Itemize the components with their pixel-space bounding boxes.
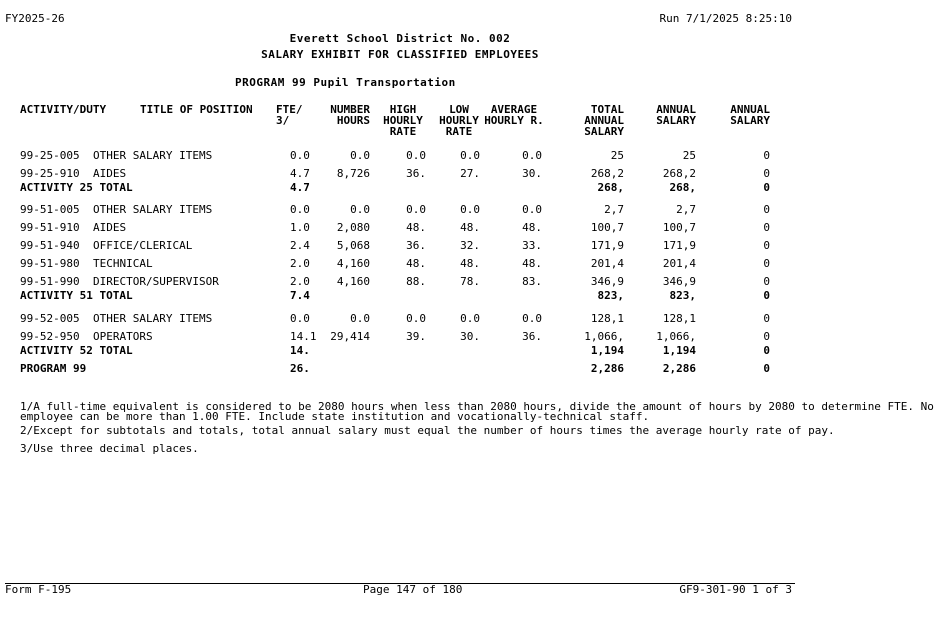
total-row	[0, 181, 800, 195]
note-1a: 1/A full-time equivalent is considered to be 2080 hours when less than 2080 hours, divide the amount of hours by 2080 to determine FTE. No	[20, 400, 934, 413]
title-cell: OTHER SALARY ITEMS	[93, 149, 213, 162]
low-rate-cell: 48.	[460, 221, 480, 234]
low-rate-cell: 0.0	[460, 149, 480, 162]
annual-salary-2-cell: 0	[763, 239, 770, 252]
footer-form: Form F-195	[5, 583, 72, 596]
activity-cell: ACTIVITY 25 TOTAL	[20, 181, 133, 194]
fte-cell: 1.0	[290, 221, 310, 234]
footer-page: Page 147 of 180	[363, 583, 463, 596]
activity-cell: 99-51-940	[20, 239, 80, 252]
total-salary-cell: 823,	[597, 289, 624, 302]
table-row	[0, 312, 800, 326]
annual-salary-cell: 201,4	[662, 257, 696, 270]
total-salary-cell: 2,286	[590, 362, 624, 375]
table-row	[0, 257, 800, 271]
activity-cell: 99-25-910	[20, 167, 80, 180]
note-3: 3/Use three decimal places.	[20, 442, 199, 455]
total-salary-cell: 100,7	[590, 221, 624, 234]
low-rate-cell: 32.	[460, 239, 480, 252]
activity-cell: 99-25-005	[20, 149, 80, 162]
annual-salary-cell: 268,	[669, 181, 696, 194]
annual-salary-cell: 1,066,	[656, 330, 696, 343]
col-fte: FTE/ 3/	[276, 103, 303, 127]
low-rate-cell: 27.	[460, 167, 480, 180]
total-salary-cell: 25	[610, 149, 624, 162]
avg-rate-cell: 33.	[522, 239, 542, 252]
hours-cell: 4,160	[336, 275, 370, 288]
title-cell: OPERATORS	[93, 330, 153, 343]
annual-salary-2-cell: 0	[763, 257, 770, 270]
annual-salary-2-cell: 0	[763, 149, 770, 162]
annual-salary-2-cell: 0	[763, 344, 770, 357]
total-salary-cell: 1,066,	[584, 330, 624, 343]
avg-rate-cell: 48.	[522, 257, 542, 270]
total-row	[0, 344, 800, 358]
total-salary-cell: 346,9	[590, 275, 624, 288]
col-avg-rate: AVERAGE HOURLY R.	[484, 103, 544, 127]
fte-cell: 4.7	[290, 167, 310, 180]
annual-salary-cell: 823,	[669, 289, 696, 302]
low-rate-cell: 78.	[460, 275, 480, 288]
table-row	[0, 167, 800, 181]
high-rate-cell: 48.	[406, 257, 426, 270]
fte-cell: 2.0	[290, 257, 310, 270]
col-low-rate: LOW HOURLY RATE	[439, 103, 479, 138]
hours-cell: 4,160	[336, 257, 370, 270]
low-rate-cell: 30.	[460, 330, 480, 343]
fte-cell: 14.1	[290, 330, 317, 343]
activity-cell: 99-51-990	[20, 275, 80, 288]
fte-cell: 4.7	[290, 181, 310, 194]
high-rate-cell: 36.	[406, 167, 426, 180]
avg-rate-cell: 0.0	[522, 312, 542, 325]
high-rate-cell: 0.0	[406, 312, 426, 325]
hours-cell: 0.0	[350, 149, 370, 162]
activity-cell: ACTIVITY 51 TOTAL	[20, 289, 133, 302]
annual-salary-cell: 128,1	[662, 312, 696, 325]
program-title: PROGRAM 99 Pupil Transportation	[235, 76, 456, 89]
avg-rate-cell: 36.	[522, 330, 542, 343]
footer-code: GF9-301-90 1 of 3	[679, 583, 792, 596]
annual-salary-cell: 171,9	[662, 239, 696, 252]
fte-cell: 26.	[290, 362, 310, 375]
total-salary-cell: 171,9	[590, 239, 624, 252]
table-row	[0, 221, 800, 235]
low-rate-cell: 0.0	[460, 312, 480, 325]
high-rate-cell: 39.	[406, 330, 426, 343]
title-cell: DIRECTOR/SUPERVISOR	[93, 275, 219, 288]
fiscal-year: FY2025-26	[5, 12, 65, 25]
col-title: TITLE OF POSITION	[140, 103, 253, 116]
fte-cell: 0.0	[290, 203, 310, 216]
high-rate-cell: 36.	[406, 239, 426, 252]
activity-cell: ACTIVITY 52 TOTAL	[20, 344, 133, 357]
activity-cell: 99-51-005	[20, 203, 80, 216]
fte-cell: 7.4	[290, 289, 310, 302]
total-row	[0, 289, 800, 303]
fte-cell: 2.4	[290, 239, 310, 252]
annual-salary-cell: 100,7	[662, 221, 696, 234]
table-row	[0, 275, 800, 289]
avg-rate-cell: 83.	[522, 275, 542, 288]
total-salary-cell: 1,194	[590, 344, 624, 357]
annual-salary-2-cell: 0	[763, 167, 770, 180]
annual-salary-2-cell: 0	[763, 221, 770, 234]
annual-salary-cell: 2,286	[662, 362, 696, 375]
total-salary-cell: 2,7	[604, 203, 624, 216]
title-cell: AIDES	[93, 221, 127, 234]
avg-rate-cell: 0.0	[522, 203, 542, 216]
col-activity: ACTIVITY/DUTY	[20, 103, 107, 116]
high-rate-cell: 0.0	[406, 203, 426, 216]
hours-cell: 0.0	[350, 203, 370, 216]
col-total-salary: TOTAL ANNUAL SALARY	[584, 103, 624, 138]
note-2: 2/Except for subtotals and totals, total annual salary must equal the number of hours times the average hourly rate of pay.	[20, 424, 835, 437]
total-row	[0, 362, 800, 376]
note-1b: employee can be more than 1.00 FTE. Include state institution and vocationally-technical staff.	[20, 410, 650, 423]
annual-salary-cell: 268,2	[662, 167, 696, 180]
annual-salary-cell: 346,9	[662, 275, 696, 288]
hours-cell: 0.0	[350, 312, 370, 325]
col-high-rate: HIGH HOURLY RATE	[383, 103, 423, 138]
table-row	[0, 149, 800, 163]
annual-salary-2-cell: 0	[763, 362, 770, 375]
avg-rate-cell: 0.0	[522, 149, 542, 162]
hours-cell: 29,414	[330, 330, 370, 343]
title-cell: OFFICE/CLERICAL	[93, 239, 193, 252]
fte-cell: 14.	[290, 344, 310, 357]
high-rate-cell: 0.0	[406, 149, 426, 162]
annual-salary-2-cell: 0	[763, 330, 770, 343]
low-rate-cell: 48.	[460, 257, 480, 270]
col-annual-salary: ANNUAL SALARY	[656, 103, 696, 127]
table-row	[0, 330, 800, 344]
title-cell: TECHNICAL	[93, 257, 153, 270]
annual-salary-2-cell: 0	[763, 203, 770, 216]
annual-salary-cell: 1,194	[662, 344, 696, 357]
annual-salary-2-cell: 0	[763, 312, 770, 325]
annual-salary-2-cell: 0	[763, 181, 770, 194]
hours-cell: 5,068	[336, 239, 370, 252]
activity-cell: 99-52-950	[20, 330, 80, 343]
activity-cell: 99-51-980	[20, 257, 80, 270]
annual-salary-cell: 25	[682, 149, 696, 162]
col-number-hours: NUMBER HOURS	[330, 103, 370, 127]
avg-rate-cell: 30.	[522, 167, 542, 180]
table-row	[0, 239, 800, 253]
annual-salary-2-cell: 0	[763, 275, 770, 288]
low-rate-cell: 0.0	[460, 203, 480, 216]
title-cell: OTHER SALARY ITEMS	[93, 203, 213, 216]
title-cell: OTHER SALARY ITEMS	[93, 312, 213, 325]
annual-salary-2-cell: 0	[763, 289, 770, 302]
report-title: SALARY EXHIBIT FOR CLASSIFIED EMPLOYEES	[261, 48, 539, 61]
high-rate-cell: 48.	[406, 221, 426, 234]
high-rate-cell: 88.	[406, 275, 426, 288]
district-name: Everett School District No. 002	[289, 32, 511, 45]
table-row	[0, 203, 800, 217]
run-stamp: Run 7/1/2025 8:25:10	[659, 12, 792, 25]
total-salary-cell: 128,1	[590, 312, 624, 325]
activity-cell: PROGRAM 99	[20, 362, 87, 375]
total-salary-cell: 268,	[597, 181, 624, 194]
activity-cell: 99-51-910	[20, 221, 80, 234]
activity-cell: 99-52-005	[20, 312, 80, 325]
col-annual-salary-2: ANNUAL SALARY	[730, 103, 770, 127]
annual-salary-cell: 2,7	[676, 203, 696, 216]
fte-cell: 0.0	[290, 312, 310, 325]
fte-cell: 0.0	[290, 149, 310, 162]
total-salary-cell: 201,4	[590, 257, 624, 270]
title-cell: AIDES	[93, 167, 127, 180]
hours-cell: 2,080	[336, 221, 370, 234]
fte-cell: 2.0	[290, 275, 310, 288]
total-salary-cell: 268,2	[590, 167, 624, 180]
avg-rate-cell: 48.	[522, 221, 542, 234]
hours-cell: 8,726	[336, 167, 370, 180]
